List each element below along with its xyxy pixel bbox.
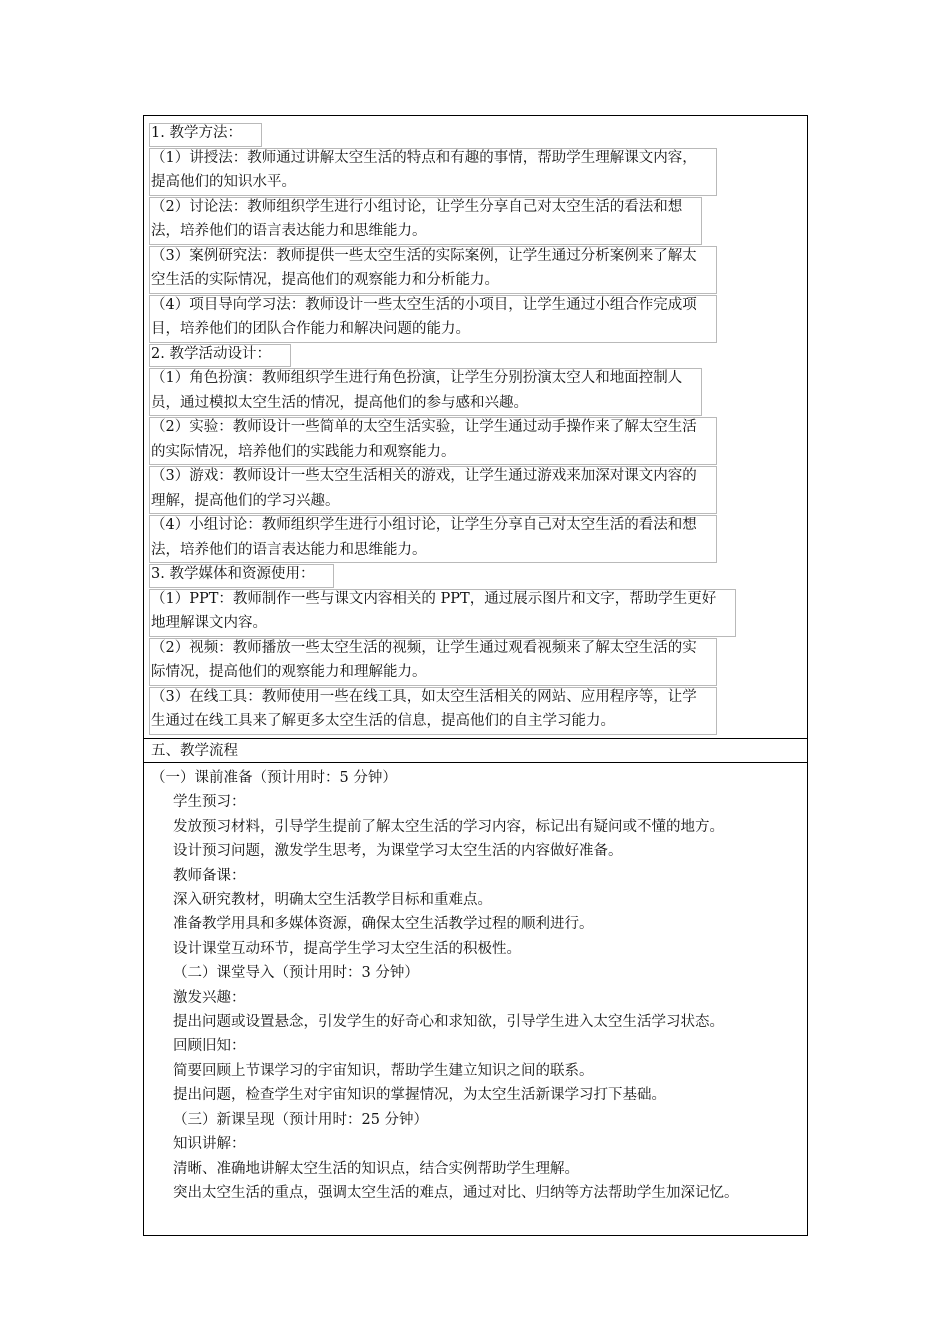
teaching-process-cell (144, 763, 807, 1235)
process-line: 突出太空生活的重点，强调太空生活的难点，通过对比、归纳等方法帮助学生加深记忆。 (173, 1184, 739, 1201)
paragraph-line: 际情况，提高他们的观察能力和理解能力。 (151, 664, 427, 680)
process-line: 回顾旧知： (173, 1038, 246, 1055)
paragraph-line: 法，培养他们的语言表达能力和思维能力。 (151, 541, 427, 558)
paragraph-line: 3. 教学媒体和资源使用： (151, 566, 315, 582)
paragraph-line: 地理解课文内容。 (151, 615, 267, 631)
paragraph-line: 的实际情况，培养他们的实践能力和观察能力。 (151, 443, 456, 460)
method-paragraph (151, 587, 807, 636)
paragraph-line: 法，培养他们的语言表达能力和思维能力。 (151, 223, 427, 239)
process-line: 教师备课： (173, 867, 246, 884)
method-paragraph (151, 244, 807, 293)
method-paragraph (151, 293, 807, 342)
method-paragraph (151, 685, 807, 734)
method-paragraph (151, 121, 807, 146)
process-line: （一）课前准备（预计用时：5 分钟） (151, 770, 397, 786)
process-line: 深入研究教材，明确太空生活教学目标和重难点。 (173, 892, 492, 909)
paragraph-line: （3）游戏：教师设计一些太空生活相关的游戏，让学生通过游戏来加深对课文内容的 (151, 468, 697, 484)
method-paragraph (151, 366, 807, 415)
lesson-plan-table (143, 115, 808, 1236)
paragraph-line: 生通过在线工具来了解更多太空生活的信息，提高他们的自主学习能力。 (151, 713, 615, 729)
process-line: 提出问题或设置悬念，引发学生的好奇心和求知欲，引导学生进入太空生活学习状态。 (173, 1014, 724, 1031)
section-heading-text: 五、教学流程 (151, 743, 238, 759)
method-paragraph (151, 464, 807, 513)
section-heading-teaching-process (144, 739, 807, 763)
process-line: 设计课堂互动环节，提高学生学习太空生活的积极性。 (173, 940, 521, 957)
process-line: 简要回顾上节课学习的宇宙知识，帮助学生建立知识之间的联系。 (173, 1062, 594, 1079)
paragraph-line: 员，通过模拟太空生活的情况，提高他们的参与感和兴趣。 (151, 394, 528, 411)
process-line: （二）课堂导入（预计用时：3 分钟） (173, 965, 419, 982)
paragraph-line: （2）视频：教师播放一些太空生活的视频，让学生通过观看视频来了解太空生活的实 (151, 639, 697, 656)
paragraph-line: 目，培养他们的团队合作能力和解决问题的能力。 (151, 321, 470, 337)
process-line: 知识讲解： (173, 1136, 246, 1153)
paragraph-line: （1）讲授法：教师通过讲解太空生活的特点和有趣的事情，帮助学生理解课文内容， (151, 149, 697, 166)
paragraph-line: （3）案例研究法：教师提供一些太空生活的实际案例，让学生通过分析案例来了解太 (151, 247, 697, 264)
paragraph-line: （1）PPT：教师制作一些与课文内容相关的 PPT，通过展示图片和文字，帮助学生更好 (151, 590, 717, 607)
method-paragraph (151, 342, 807, 367)
method-paragraph (151, 195, 807, 244)
paragraph-line: 空生活的实际情况，提高他们的观察能力和分析能力。 (151, 272, 499, 288)
process-line: 提出问题，检查学生对宇宙知识的掌握情况，为太空生活新课学习打下基础。 (173, 1087, 666, 1104)
method-paragraph (151, 415, 807, 464)
paragraph-line: 提高他们的知识水平。 (151, 174, 296, 190)
paragraph-line: （4）项目导向学习法：教师设计一些太空生活的小项目，让学生通过小组合作完成项 (151, 296, 697, 313)
process-line: 激发兴趣： (173, 989, 246, 1006)
process-line: 学生预习： (173, 794, 246, 811)
process-line: 发放预习材料，引导学生提前了解太空生活的学习内容，标记出有疑问或不懂的地方。 (173, 818, 724, 835)
paragraph-line: （2）讨论法：教师组织学生进行小组讨论，让学生分享自己对太空生活的看法和想 (151, 198, 683, 215)
paragraph-line: （3）在线工具：教师使用一些在线工具，如太空生活相关的网站、应用程序等，让学 (151, 688, 697, 705)
method-paragraph (151, 146, 807, 195)
paragraph-line: 1. 教学方法： (151, 125, 242, 141)
paragraph-line: 理解，提高他们的学习兴趣。 (151, 492, 340, 509)
method-paragraph (151, 636, 807, 685)
process-line: 清晰、准确地讲解太空生活的知识点，结合实例帮助学生理解。 (173, 1160, 579, 1177)
process-line: 准备教学用具和多媒体资源，确保太空生活教学过程的顺利进行。 (173, 916, 594, 933)
paragraph-line: 2. 教学活动设计： (151, 345, 271, 362)
method-paragraph (151, 513, 807, 562)
method-paragraph (151, 562, 807, 587)
process-line: 设计预习问题，激发学生思考，为课堂学习太空生活的内容做好准备。 (173, 843, 623, 860)
teaching-methods-cell (144, 116, 807, 739)
process-line: （三）新课呈现（预计用时：25 分钟） (173, 1111, 429, 1128)
paragraph-line: （4）小组讨论：教师组织学生进行小组讨论，让学生分享自己对太空生活的看法和想 (151, 517, 697, 533)
paragraph-line: （2）实验：教师设计一些简单的太空生活实验，让学生通过动手操作来了解太空生活 (151, 419, 697, 435)
paragraph-line: （1）角色扮演：教师组织学生进行角色扮演，让学生分别扮演太空人和地面控制人 (151, 370, 683, 386)
